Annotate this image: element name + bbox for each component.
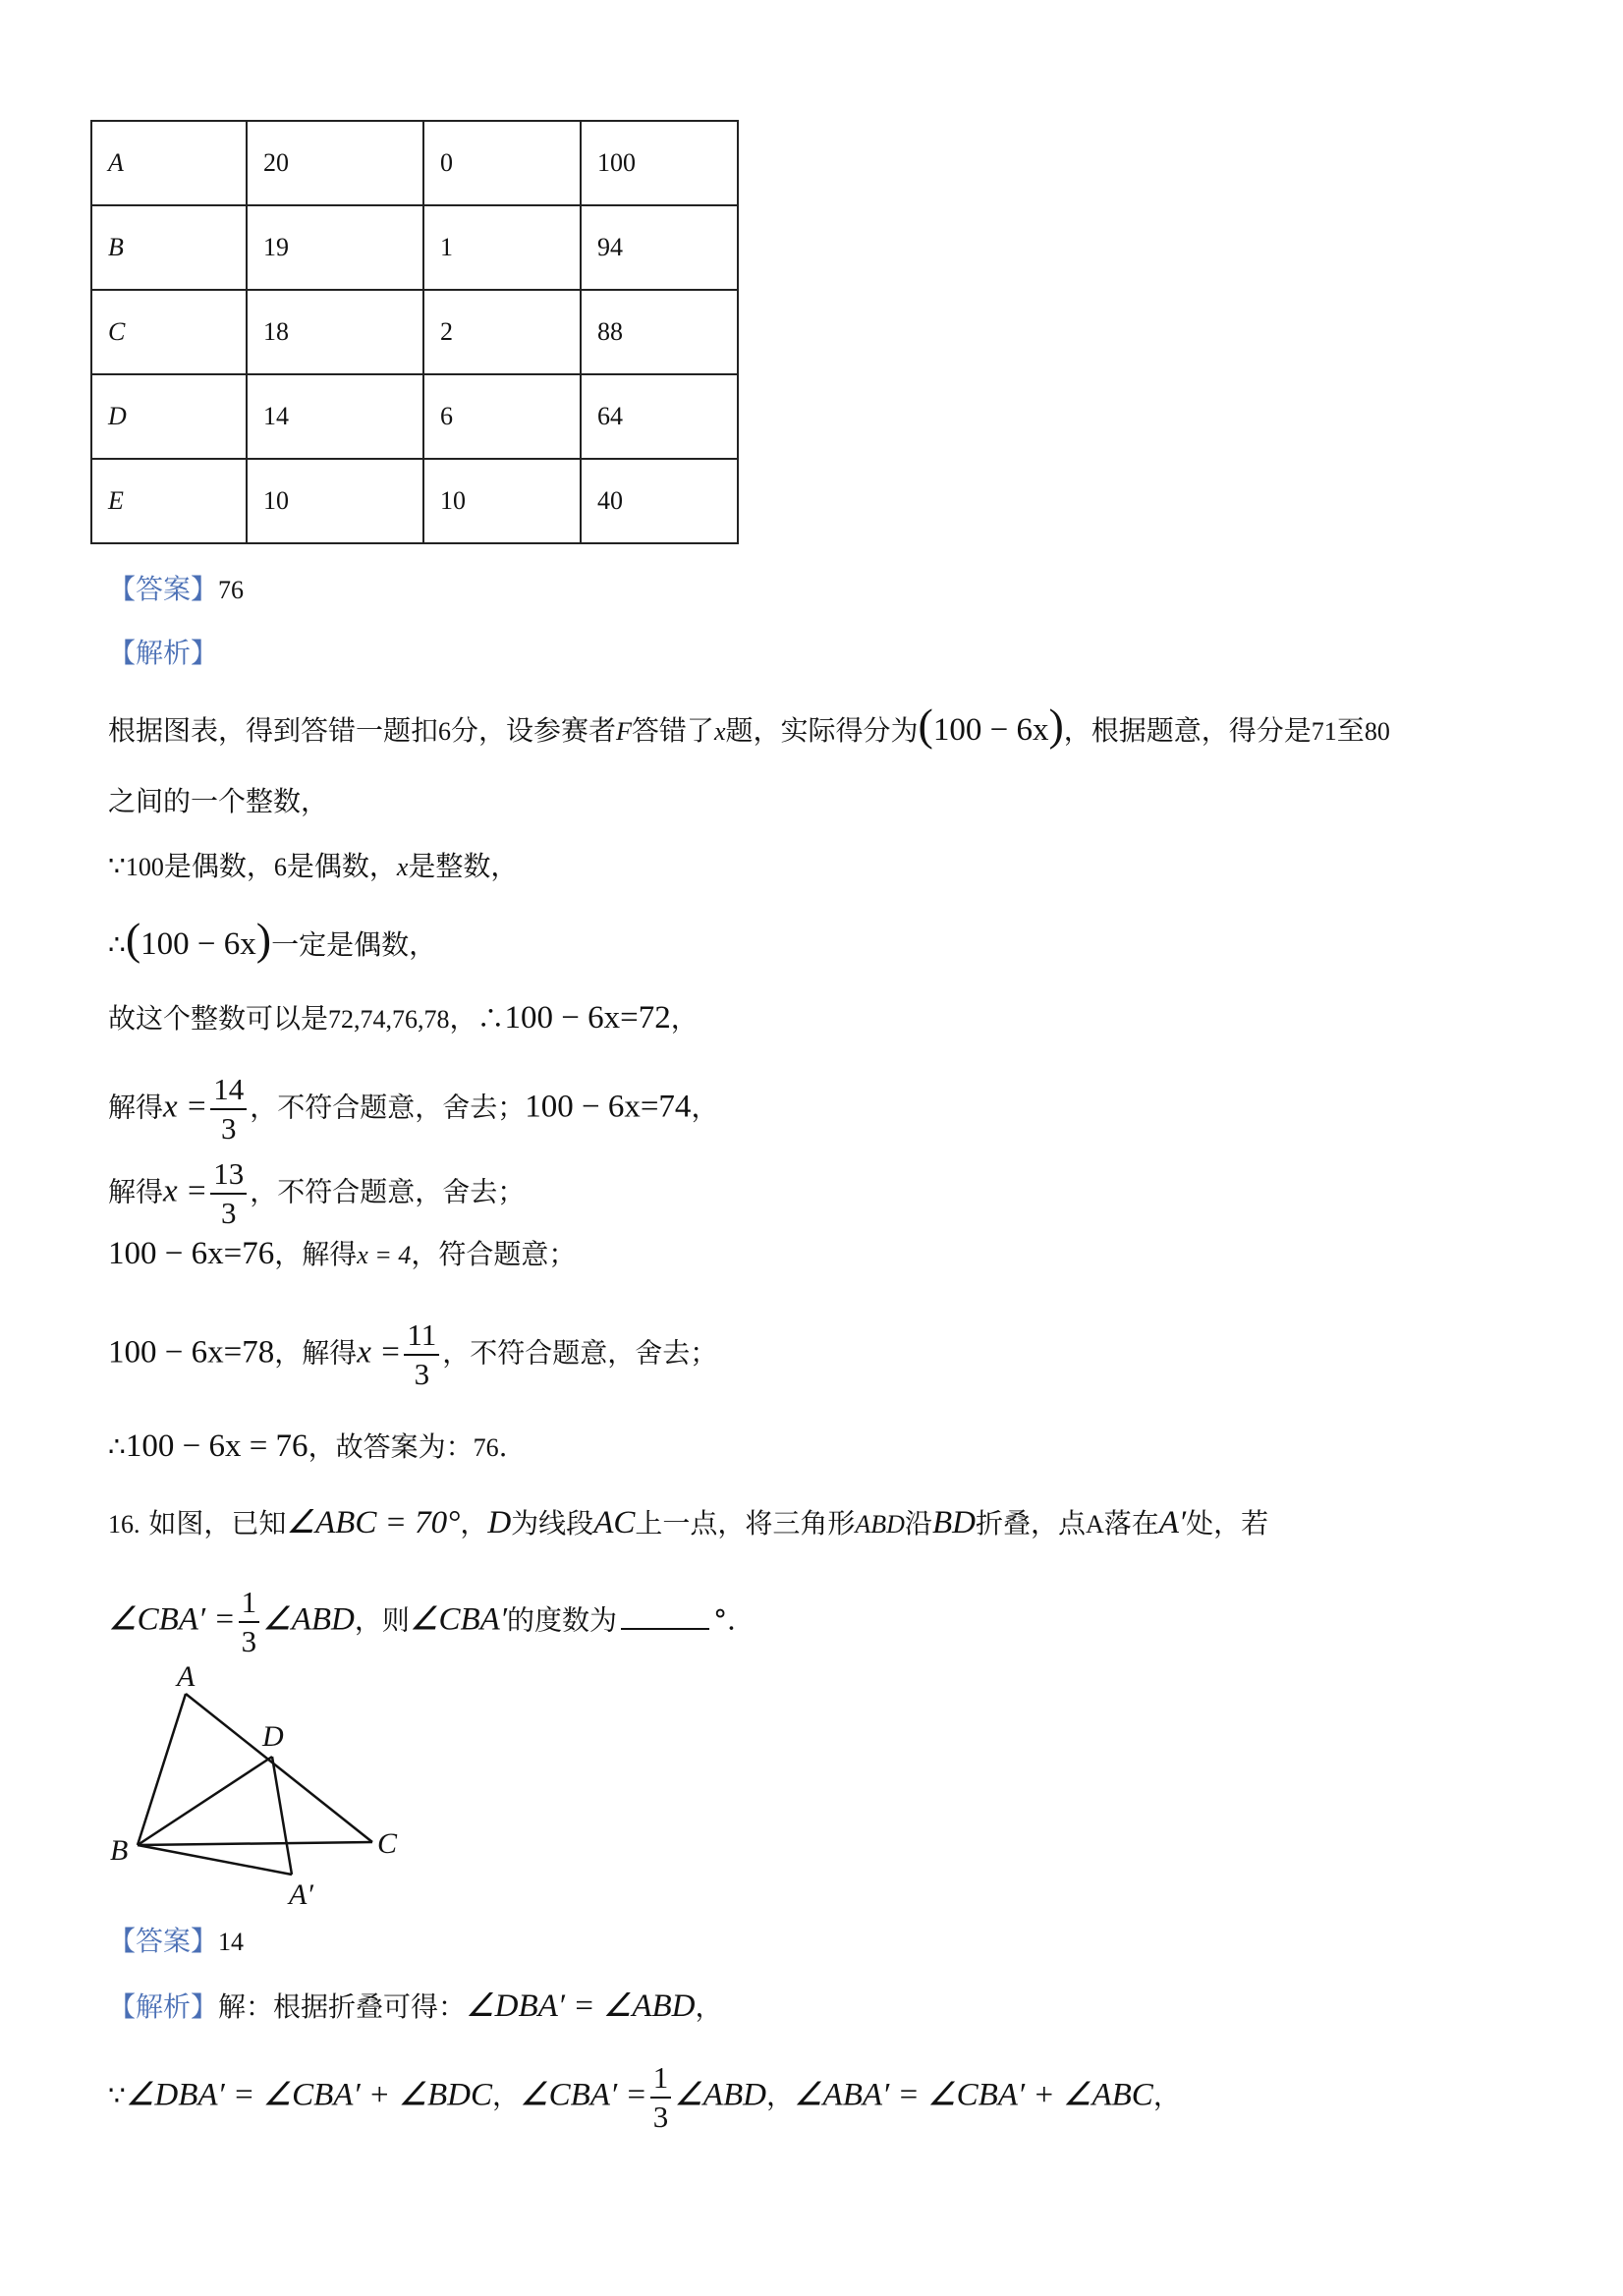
text: ，符合题意； — [411, 1238, 577, 1270]
paren-close: ) — [255, 914, 272, 964]
q15-paragraph-5 — [108, 998, 699, 1039]
text: 是偶数， — [163, 850, 274, 882]
text: 分，设参赛者 — [451, 714, 617, 747]
triangle-label: ABD — [855, 1510, 905, 1539]
segment-bc — [138, 1842, 372, 1845]
angle: ∠ABC = 70° — [286, 1505, 461, 1540]
denominator: 3 — [241, 1624, 257, 1658]
q15-paragraph-6 — [108, 1071, 718, 1148]
numerator: 11 — [404, 1316, 439, 1356]
therefore-symbol: ∴ — [108, 1430, 126, 1463]
variable: x = — [163, 1173, 208, 1209]
segment-bd — [138, 1757, 272, 1845]
table-cell: D — [91, 374, 247, 459]
solution: x = 4 — [357, 1241, 412, 1269]
text: ， — [492, 2079, 521, 2112]
equation: 100 − 6x=72 — [504, 1000, 671, 1036]
text: ，不符合题意，舍去； — [250, 1175, 526, 1208]
text: 根据图表，得到答错一题扣 — [108, 714, 439, 747]
label-c: C — [377, 1827, 398, 1860]
q15-paragraph-4 — [108, 914, 437, 965]
text: 上一点，将三角形 — [635, 1507, 856, 1540]
text: 是偶数， — [286, 850, 397, 882]
text: ，则 — [354, 1603, 410, 1637]
table-cell: 6 — [423, 374, 581, 459]
table-cell: 18 — [247, 290, 423, 374]
text: ， — [691, 1091, 719, 1124]
text: ，∴ — [449, 1002, 505, 1035]
number: 100 — [125, 853, 164, 881]
denominator: 3 — [414, 1357, 430, 1391]
text: 的度数为 — [507, 1603, 618, 1637]
angle: ∠ABD — [262, 1601, 355, 1638]
numerator: 14 — [210, 1071, 247, 1110]
q15-paragraph-2 — [108, 782, 328, 821]
text: ， — [670, 1002, 699, 1035]
table-cell: 40 — [581, 459, 738, 543]
text: 沿 — [904, 1507, 932, 1540]
label-a-prime: A′ — [289, 1878, 313, 1906]
table-cell: 19 — [247, 205, 423, 290]
segment-label: AC — [593, 1505, 636, 1540]
text: 为线段 — [511, 1507, 594, 1540]
equation: 100 − 6x = 76 — [125, 1428, 308, 1464]
segment-ab — [138, 1694, 186, 1845]
table-cell: 100 — [581, 121, 738, 205]
numerator: 1 — [239, 1584, 260, 1623]
fraction — [650, 2059, 672, 2136]
point-label: A′ — [1158, 1505, 1187, 1540]
expression: 100 − 6x — [140, 926, 256, 962]
text: ， — [695, 1990, 723, 2023]
denominator: 3 — [652, 2100, 669, 2134]
equation: 100 − 6x=78 — [108, 1334, 275, 1371]
q15-answer-line — [108, 570, 244, 610]
table-cell: 10 — [247, 459, 423, 543]
number: 6 — [438, 717, 452, 746]
segment-ac — [186, 1694, 372, 1842]
variable: F — [616, 717, 632, 746]
analysis-tag: 【解析】 — [108, 637, 219, 669]
text: ， — [1152, 2079, 1181, 2112]
text: ， — [460, 1507, 488, 1540]
table-cell: 94 — [581, 205, 738, 290]
table-cell: 2 — [423, 290, 581, 374]
paren-open: ( — [125, 914, 141, 964]
number-list: 72,74,76,78 — [328, 1005, 450, 1034]
because-symbol: ∵ — [108, 2079, 126, 2112]
variable: x = — [163, 1089, 208, 1125]
table-row — [91, 121, 738, 205]
table-cell: 14 — [247, 374, 423, 459]
triangle-figure — [98, 1651, 432, 1906]
label-b: B — [110, 1834, 129, 1867]
equation: 100 − 6x=76 — [108, 1236, 275, 1271]
numerator: 13 — [210, 1155, 247, 1195]
text: 答错了 — [631, 714, 714, 747]
q16-analysis-line-2 — [108, 2059, 1181, 2136]
text: 是整数， — [408, 850, 519, 882]
text: 题，实际得分为 — [725, 714, 919, 747]
q16-statement-line-1 — [108, 1503, 1268, 1544]
equation: ∠ABA′ = ∠CBA′ + ∠ABC — [793, 2077, 1153, 2113]
variable: x — [713, 717, 726, 746]
text: . — [498, 1430, 508, 1463]
point-label: A — [1085, 1510, 1104, 1539]
text: 一定是偶数， — [271, 928, 437, 961]
table-cell: 1 — [423, 205, 581, 290]
text: ， — [765, 2079, 794, 2112]
text: ，故答案为： — [308, 1430, 474, 1463]
number: 6 — [273, 853, 287, 881]
q15-paragraph-3 — [108, 847, 518, 887]
table-row — [91, 205, 738, 290]
q16-answer-value: 14 — [218, 1928, 245, 1956]
text: 解：根据折叠可得： — [218, 1990, 467, 2023]
text: 解得 — [108, 1091, 164, 1124]
text: 折叠，点 — [975, 1507, 1086, 1540]
number: 71 — [1311, 717, 1337, 746]
variable: x — [396, 853, 409, 881]
angle: ∠CBA′ = — [108, 1601, 236, 1638]
text: ，不符合题意，舍去； — [250, 1091, 526, 1124]
table-row — [91, 290, 738, 374]
final-answer: 76 — [473, 1433, 499, 1462]
table-row — [91, 374, 738, 459]
q16-analysis-line-1 — [108, 1987, 723, 2027]
table-cell: 0 — [423, 121, 581, 205]
segment-ba-prime — [138, 1845, 292, 1875]
table-cell: A — [91, 121, 247, 205]
paren-open: ( — [918, 700, 933, 750]
q15-analysis-tag-line — [108, 634, 218, 673]
fraction — [210, 1155, 247, 1232]
table-cell: 10 — [423, 459, 581, 543]
text: ，根据题意，得分是 — [1063, 714, 1312, 747]
text: 落在 — [1103, 1507, 1159, 1540]
angle: ∠ABD — [674, 2077, 766, 2113]
q15-paragraph-1 — [108, 700, 1390, 752]
answer-tag: 【答案】 — [108, 573, 219, 605]
text: ，解得 — [274, 1238, 358, 1270]
q15-paragraph-10 — [108, 1427, 507, 1468]
q16-answer-line — [108, 1922, 244, 1962]
q15-paragraph-9 — [108, 1316, 717, 1393]
text: 至 — [1336, 714, 1365, 747]
text: ，解得 — [274, 1336, 358, 1370]
q16-statement-line-2 — [108, 1584, 755, 1660]
therefore-symbol: ∴ — [108, 928, 126, 961]
table-row — [91, 459, 738, 543]
equation: 100 − 6x=74 — [525, 1089, 692, 1125]
fraction — [239, 1584, 260, 1660]
score-table — [90, 120, 739, 544]
denominator: 3 — [220, 1196, 237, 1230]
text: 之间的一个整数， — [108, 785, 329, 817]
text: °． — [713, 1603, 756, 1637]
expression: 100 − 6x — [932, 712, 1049, 748]
table-cell: C — [91, 290, 247, 374]
angle: ∠CBA′ = — [520, 2077, 647, 2113]
fraction — [404, 1316, 439, 1393]
analysis-tag: 【解析】 — [108, 1990, 219, 2023]
paren-close: ) — [1048, 700, 1064, 750]
numerator: 1 — [650, 2059, 672, 2099]
text: 如图，已知 — [148, 1507, 287, 1540]
q15-paragraph-8 — [108, 1234, 576, 1275]
segment-label: BD — [931, 1505, 976, 1540]
because-symbol: ∵ — [108, 850, 126, 882]
fraction — [210, 1071, 247, 1148]
angle: ∠CBA′ — [409, 1601, 508, 1638]
table-cell: E — [91, 459, 247, 543]
answer-blank — [621, 1598, 709, 1630]
q15-paragraph-7 — [108, 1155, 525, 1232]
table-cell: 64 — [581, 374, 738, 459]
answer-tag: 【答案】 — [108, 1925, 219, 1957]
equation: ∠DBA′ = ∠CBA′ + ∠BDC — [125, 2077, 493, 2113]
table-cell: B — [91, 205, 247, 290]
question-number: 16. — [108, 1510, 140, 1539]
point-label: D — [487, 1505, 512, 1540]
q15-answer-value: 76 — [218, 576, 245, 604]
label-a: A — [177, 1660, 196, 1693]
number: 80 — [1364, 717, 1390, 746]
equation: ∠DBA′ = ∠ABD — [466, 1988, 696, 2024]
text: 处，若 — [1186, 1507, 1269, 1540]
text: 解得 — [108, 1175, 164, 1208]
score-table-body — [91, 121, 738, 543]
text: 故这个整数可以是 — [108, 1002, 329, 1035]
table-cell: 88 — [581, 290, 738, 374]
table-cell: 20 — [247, 121, 423, 205]
denominator: 3 — [220, 1111, 237, 1146]
text: ，不符合题意，舍去； — [442, 1336, 718, 1370]
label-d: D — [262, 1720, 284, 1753]
variable: x = — [357, 1334, 402, 1371]
